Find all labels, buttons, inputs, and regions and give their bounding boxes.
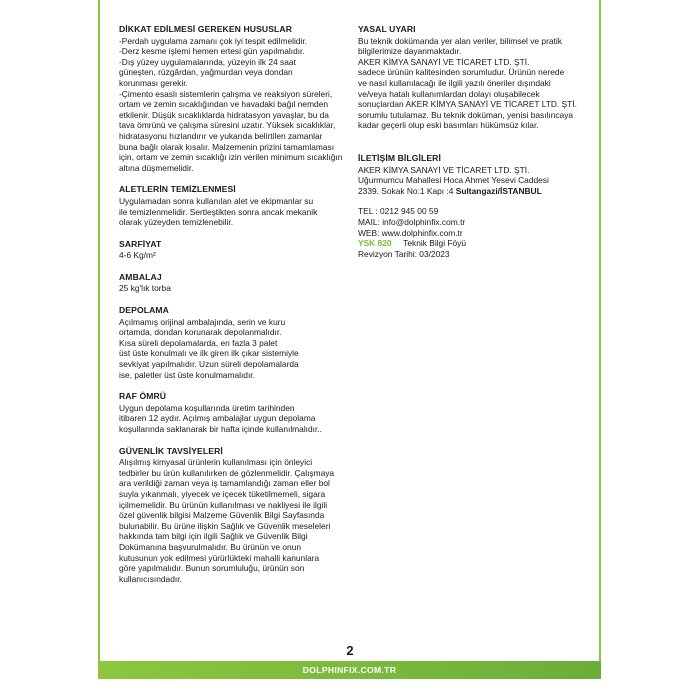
section-title: ALETLERİN TEMİZLENMESİ <box>119 184 236 195</box>
section-dikkat <box>119 24 349 173</box>
revision-date: Revizyon Tarihi: 03/2023 <box>358 248 450 259</box>
section-title: DEPOLAMA <box>119 305 169 316</box>
section-guvenlik <box>119 446 349 585</box>
product-line <box>358 238 586 249</box>
company-name: AKER KİMYA SANAYİ VE TİCARET LTD. ŞTİ. <box>358 164 530 175</box>
section-text: Uygulamadan sonra kullanılan alet ve ekipmanlar su ile temizlenmelidir. Sertleştikten sonra ancak mekanik olarak yüzeyden temizlenebilir. <box>119 195 318 228</box>
section-title: İLETİŞİM BİLGİLERİ <box>358 152 441 163</box>
footer-bar <box>98 661 601 679</box>
section-depolama <box>119 305 349 380</box>
section-text: Uygun depolama koşullarında üretim tarihinden itibaren 12 aydır. Açılmış ambalajlar uygun depolama koşullarında saklanarak bir hafta içinde kullanılmalıdır.. <box>119 402 322 434</box>
section-title: GÜVENLİK TAVSİYELERİ <box>119 445 223 456</box>
section-aletler <box>119 184 349 227</box>
section-iletisim <box>358 153 586 259</box>
street-number: 2339. Sokak No:1 Kapı :4 <box>358 185 456 196</box>
website: WEB: www.dolphinfix.com.tr <box>358 227 463 238</box>
section-text: 25 kg'lık torba <box>119 283 171 294</box>
section-ambalaj <box>119 272 349 294</box>
footer-brand: DOLPHINFIX.COM.TR <box>302 665 397 675</box>
product-code: YSK 820 <box>358 238 392 249</box>
district: Sultangazi/İSTANBUL <box>455 185 542 196</box>
left-column <box>119 24 349 595</box>
phone: TEL : 0212 945 00 59 <box>358 206 439 217</box>
document-type: Teknik Bilgi Föyü <box>403 238 467 249</box>
section-text: Açılmamış orijinal ambalajında, serin ve kuru ortamda, dondan korunarak depolanmalıdır. Kısa süreli depolamalarda, en fazla 3 palet üst üste konulmalı ve ilk giren ilk çıkar sistemiyle sevkiyat yapılmalıdır. Uzun süreli depolamalarda ise, paletler üst üste konulmamalıdır. <box>119 316 299 380</box>
section-title: DİKKAT EDİLMESİ GEREKEN HUSUSLAR <box>119 24 293 34</box>
address-line-1: Uğurmumcu Mahallesi Hoca Ahmet Yesevi Caddesi <box>358 175 549 186</box>
spacer <box>358 196 586 206</box>
section-text: Bu teknik dokümanda yer alan veriler, bilimsel ve pratik bilgilerimize dayanmaktadır. AKER KİMYA SANAYİ VE TİCARET LTD. ŞTİ. sadece ürünün kalitesinden sorumludur. Ürünün nerede ve nasıl kullanılacağı ile ilgili yazılı öneriler dışındaki ve/veya hatalı kullanımlardan dolayı oluşabilecek sonuçlardan AKER KİMYA SANAYİ VE TİCARET LTD. ŞTİ. sorumlu tutulamaz. Bu teknik doküman, yenisi basılıncaya kadar geçerli olup eski basımları hükümsüz kılar. <box>358 35 577 131</box>
email: MAIL: info@dolphinfix.com.tr <box>358 216 466 227</box>
section-raf-omru <box>119 391 349 434</box>
right-column <box>358 24 586 270</box>
section-title: RAF ÖMRÜ <box>119 391 167 402</box>
section-text: Alışılmış kimyasal ürünlerin kullanılması için önleyici tedbirler bu ürün kullanılırken de gözlenmelidir. Çalışmaya ara verildiği zaman veya iş tamamlandığı zaman eller bol suyla yıkanmalı, yiyecek ve içecek tüketilmemeli, sigara içilmemelidir. Bu ürünün kullanılması ve nakliyesi ile ilgili özel güvenlik bilgisi Malzeme Güvenlik Bilgi Sayfasında bulunabilir. Bu ürüne ilişkin Sağlık ve Güvenlik meseleleri hakkında tam bilgi için ilgili Sağlık ve Güvenlik Bilgi Dokümanına başvurulmalıdır. Bu ürünün ve onun kutusunun yok edilmesi yürürlükteki mahalli kanunlara göre yapılmalıdır. Bunun sorumluluğu, ürünün son kullanıcısındadır. <box>119 457 335 584</box>
section-sarfiyat <box>119 239 349 261</box>
section-title: YASAL UYARI <box>358 24 416 34</box>
address-line-2 <box>358 186 586 197</box>
page-number: 2 <box>346 643 354 658</box>
section-title: SARFİYAT <box>119 238 162 249</box>
section-text: 4-6 Kg/m² <box>119 250 156 261</box>
section-text: -Perdah uygulama zamanı çok iyi tespit edilmelidir. -Derz kesme işlemi hemen ertesi gün yapılmalıdır. -Dış yüzey uygulamalarında, yüzeyin ilk 24 saat güneşten, rüzgârdan, yağmurdan veya dondan korunması gerekir. -Çimento esaslı sistemlerin çalışma ve reaksiyon süreleri, ortam ve zemin sıcaklığından ve havadaki bağıl nemden etkilenir. Düşük sıcaklıklarda hidratasyon yavaşlar, bu da tava ömrünü ve çalışma süresini uzatır. Yüksek sıcaklıklar, hidratasyonu hızlandırır ve yukarıda belirtilen zamanlar buna bağlı olarak kısalır. Malzemenin prizini tamamlaması için, ortam ve zemin sıcaklığı izin verilen minimum sıcaklığın altına düşmemelidir. <box>119 35 343 173</box>
section-yasal-uyari <box>358 24 586 131</box>
section-title: AMBALAJ <box>119 271 162 282</box>
